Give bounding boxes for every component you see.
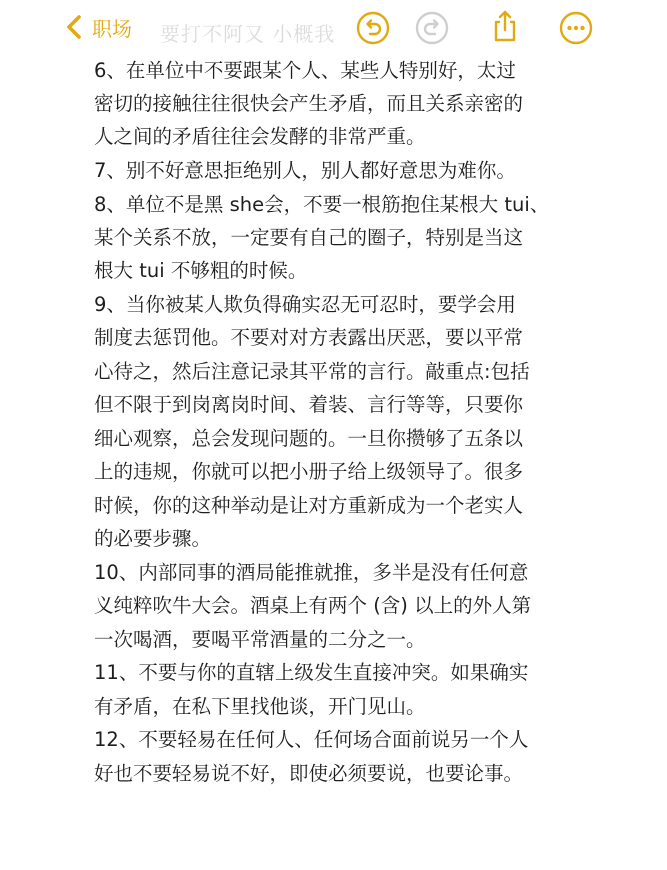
chevron-left-icon [64,14,86,40]
note-line: 时候，你的这种举动是让对方重新成为一个老实人 [94,494,524,517]
share-icon[interactable] [487,8,523,44]
more-icon[interactable] [558,10,594,46]
faded-previous-line: 要打不阿又 小概我 [160,22,336,46]
undo-icon[interactable] [355,10,391,46]
note-line: 的必要步骤。 [94,527,212,550]
note-line: 上的违规，你就可以把小册子给上级领导了。很多 [94,460,524,483]
note-line: 10、内部同事的酒局能推就推，多半是没有任何意 [94,561,529,584]
note-line: 6、在单位中不要跟某个人、某些人特别好，太过 [94,59,516,82]
note-line: 好也不要轻易说不好，即使必须要说，也要论事。 [94,762,524,785]
note-line: 8、单位不是黑 she会，不要一根筋抱住某根大 tui、 [94,193,550,216]
navigation-bar [0,0,667,56]
note-line: 12、不要轻易在任何人、任何场合面前说另一个人 [94,728,529,751]
note-line: 根大 tui 不够粗的时候。 [94,259,308,282]
back-label: 职场 [92,16,132,41]
note-line: 但不限于到岗离岗时间、着装、言行等等，只要你 [94,393,524,416]
note-line: 7、别不好意思拒绝别人，别人都好意思为难你。 [94,159,516,182]
back-button[interactable] [64,10,132,44]
note-line: 有矛盾，在私下里找他谈，开门见山。 [94,695,426,718]
note-line: 11、不要与你的直辖上级发生直接冲突。如果确实 [94,661,529,684]
note-line: 一次喝酒，要喝平常酒量的二分之一。 [94,628,426,651]
note-line: 心待之，然后注意记录其平常的言行。敲重点:包括 [94,360,530,383]
redo-icon[interactable] [414,10,450,46]
note-line: 制度去惩罚他。不要对对方表露出厌恶，要以平常 [94,326,524,349]
note-line: 9、当你被某人欺负得确实忍无可忍时，要学会用 [94,293,516,316]
note-line: 细心观察，总会发现问题的。一旦你攒够了五条以 [94,427,524,450]
note-line: 义纯粹吹牛大会。酒桌上有两个 (含) 以上的外人第 [94,594,532,617]
note-line: 人之间的矛盾往往会发酵的非常严重。 [94,125,426,148]
note-line: 密切的接触往往很快会产生矛盾，而且关系亲密的 [94,92,524,115]
note-line: 某个关系不放，一定要有自己的圈子，特别是当这 [94,226,524,249]
